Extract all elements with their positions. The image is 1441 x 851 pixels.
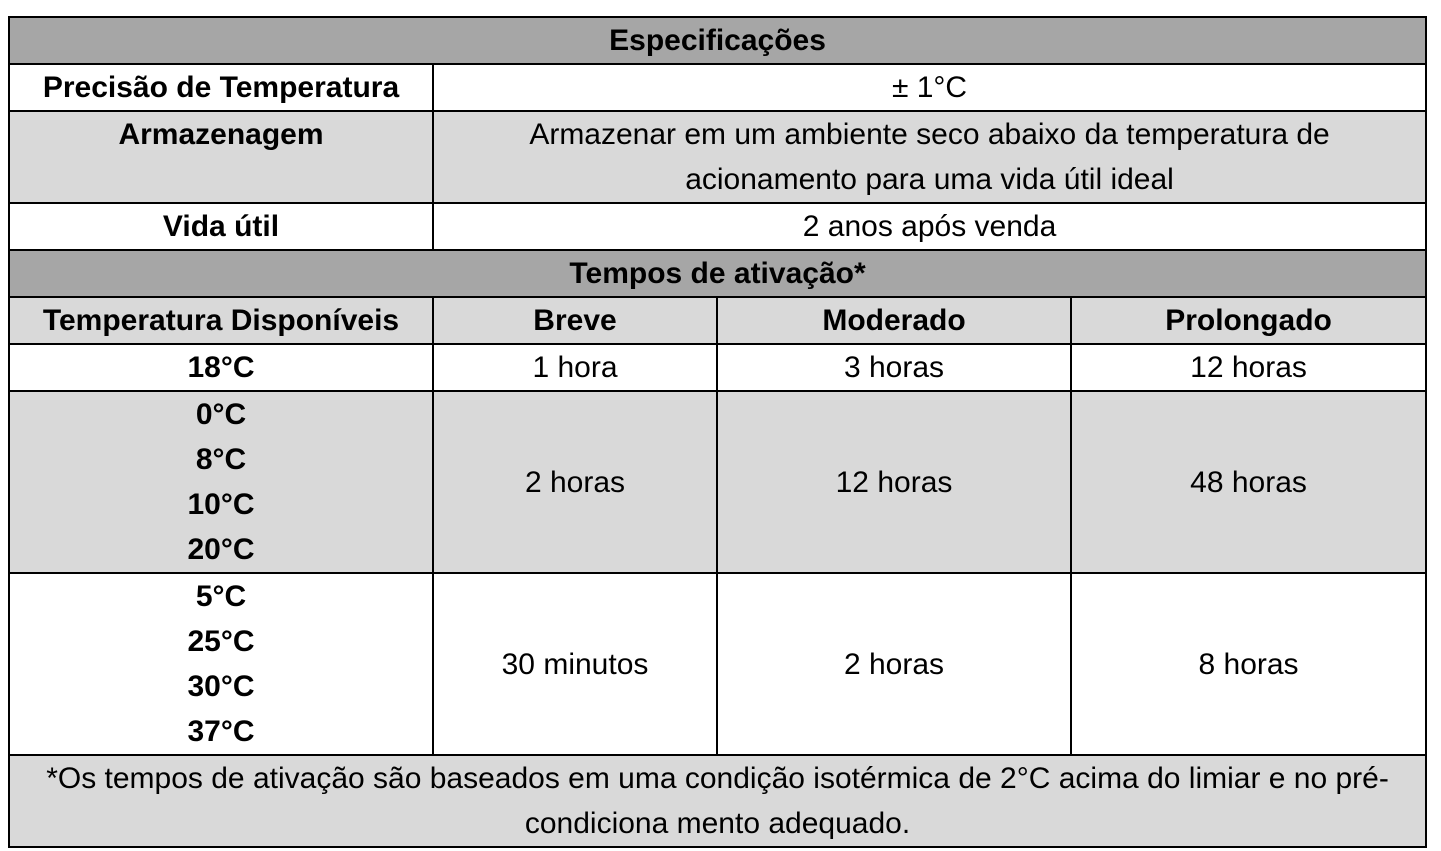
breve-cell: 30 minutos — [433, 573, 717, 755]
temperature-value: 5°C — [195, 580, 247, 613]
spec-value-precision: ± 1°C — [433, 64, 1426, 111]
column-header-moderado: Moderado — [717, 297, 1071, 344]
table-row — [9, 344, 1426, 391]
temperature-value: 18°C — [187, 351, 255, 384]
spec-label-precision: Precisão de Temperatura — [9, 64, 433, 111]
text-cursor-mark — [1425, 566, 1427, 611]
column-header-temperature: Temperatura Disponíveis — [9, 297, 433, 344]
footnote: *Os tempos de ativação são baseados em uma condição isotérmica de 2°C acima do limiar e no pré-condiciona mento adequado. — [9, 755, 1426, 847]
spec-row-shelf-life — [9, 203, 1426, 250]
spec-label-storage: Armazenagem — [9, 111, 433, 203]
spec-value-shelf-life: 2 anos após venda — [433, 203, 1426, 250]
temperature-value: 8°C — [195, 443, 247, 476]
column-header-prolongado: Prolongado — [1071, 297, 1426, 344]
activation-column-headers — [9, 297, 1426, 344]
temperature-value: 20°C — [187, 533, 255, 566]
table-row — [9, 573, 1426, 755]
spec-row-storage — [9, 111, 1426, 203]
specifications-header-row — [9, 17, 1426, 64]
temperature-cell — [9, 391, 433, 573]
spec-row-precision — [9, 64, 1426, 111]
breve-cell: 1 hora — [433, 344, 717, 391]
prolongado-cell: 12 horas — [1071, 344, 1426, 391]
specifications-title: Especificações — [9, 17, 1426, 64]
spec-label-shelf-life: Vida útil — [9, 203, 433, 250]
moderado-cell: 2 horas — [717, 573, 1071, 755]
table-row — [9, 391, 1426, 573]
activation-title: Tempos de ativação* — [9, 250, 1426, 297]
temperature-value: 25°C — [187, 625, 255, 658]
spec-value-storage: Armazenar em um ambiente seco abaixo da temperatura de acionamento para uma vida útil ideal — [433, 111, 1426, 203]
temperature-value: 37°C — [187, 715, 255, 748]
prolongado-cell: 8 horas — [1071, 573, 1426, 755]
moderado-cell: 3 horas — [717, 344, 1071, 391]
temperature-value: 0°C — [195, 398, 247, 431]
specifications-table — [8, 16, 1427, 848]
temperature-cell — [9, 344, 433, 391]
footnote-row — [9, 755, 1426, 847]
temperature-value: 30°C — [187, 670, 255, 703]
activation-header-row — [9, 250, 1426, 297]
temperature-cell — [9, 573, 433, 755]
breve-cell: 2 horas — [433, 391, 717, 573]
temperature-value: 10°C — [187, 488, 255, 521]
column-header-breve: Breve — [433, 297, 717, 344]
moderado-cell: 12 horas — [717, 391, 1071, 573]
prolongado-cell: 48 horas — [1071, 391, 1426, 573]
